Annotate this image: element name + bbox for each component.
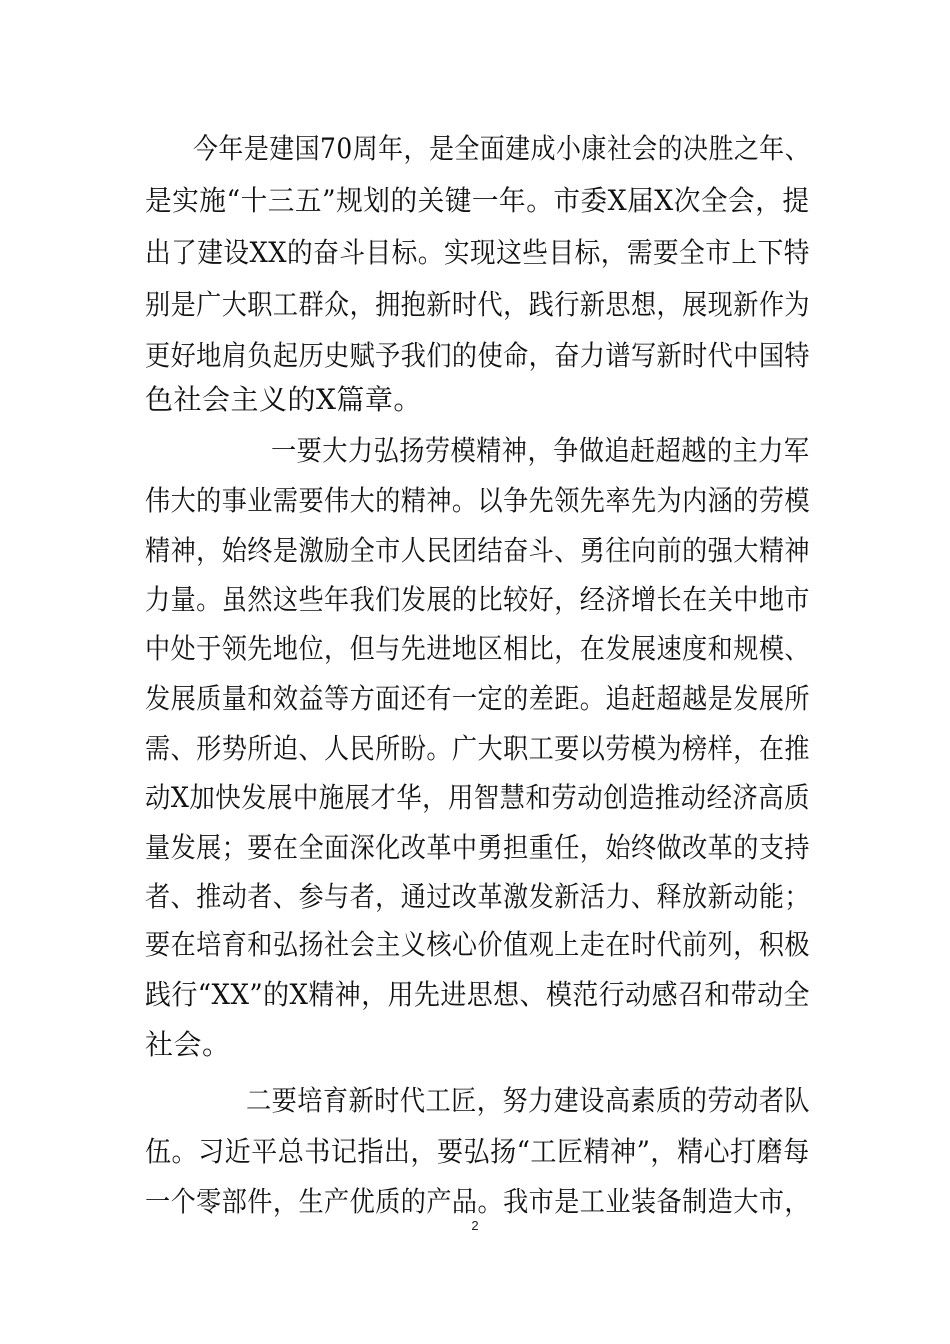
paragraph-2-line-2: 伟大的事业需要伟大的精神。以争先领先率先为内涵的劳模 xyxy=(145,484,810,517)
paragraph-2-line-9: 量发展；要在全面深化改革中勇担重任，始终做改革的支持 xyxy=(145,831,810,864)
paragraph-3-line-1: 二要培育新时代工匠，努力建设高素质的劳动者队 xyxy=(246,1084,811,1117)
paragraph-1-line-6: 色社会主义的X篇章。 xyxy=(145,383,422,416)
paragraph-2-line-6: 发展质量和效益等方面还有一定的差距。追赶超越是发展所 xyxy=(145,682,810,715)
paragraph-2-line-4: 力量。虽然这些年我们发展的比较好，经济增长在关中地市 xyxy=(145,583,810,616)
paragraph-3-line-2: 伍。习近平总书记指出，要弘扬“工匠精神”，精心打磨每 xyxy=(145,1135,810,1168)
paragraph-1-line-1: 今年是建国70周年，是全面建成小康社会的决胜之年、 xyxy=(193,132,811,165)
paragraph-2-line-5: 中处于领先地位，但与先进地区相比，在发展速度和规模、 xyxy=(145,632,810,665)
paragraph-2-line-3: 精神，始终是激励全市人民团结奋斗、勇往向前的强大精神 xyxy=(145,534,810,567)
paragraph-2-line-13: 社会。 xyxy=(145,1028,231,1061)
paragraph-1-line-5: 更好地肩负起历史赋予我们的使命，奋力谱写新时代中国特 xyxy=(145,339,810,372)
paragraph-2-line-11: 要在培育和弘扬社会主义核心价值观上走在时代前列，积极 xyxy=(145,928,810,961)
paragraph-2-line-10: 者、推动者、参与者，通过改革激发新活力、释放新动能； xyxy=(145,880,810,913)
paragraph-1-line-3: 出了建设XX的奋斗目标。实现这些目标，需要全市上下特 xyxy=(145,236,810,269)
paragraph-2-line-1: 一要大力弘扬劳模精神，争做追赶超越的主力军 xyxy=(271,434,810,467)
page-number: 2 xyxy=(471,1218,479,1233)
paragraph-2-line-12: 践行“XX”的X精神，用先进思想、模范行动感召和带动全 xyxy=(145,978,810,1011)
paragraph-1-line-2: 是实施“十三五”规划的关键一年。市委X届X次全会，提 xyxy=(145,184,810,217)
paragraph-2-line-7: 需、形势所迫、人民所盼。广大职工要以劳模为榜样，在推 xyxy=(145,732,810,765)
paragraph-1-line-4: 别是广大职工群众，拥抱新时代，践行新思想，展现新作为 xyxy=(145,288,810,321)
paragraph-2-line-8: 动X加快发展中施展才华，用智慧和劳动创造推动经济高质 xyxy=(145,781,810,814)
paragraph-3-line-3: 一个零部件，生产优质的产品。我市是工业装备制造大市， xyxy=(145,1185,810,1218)
